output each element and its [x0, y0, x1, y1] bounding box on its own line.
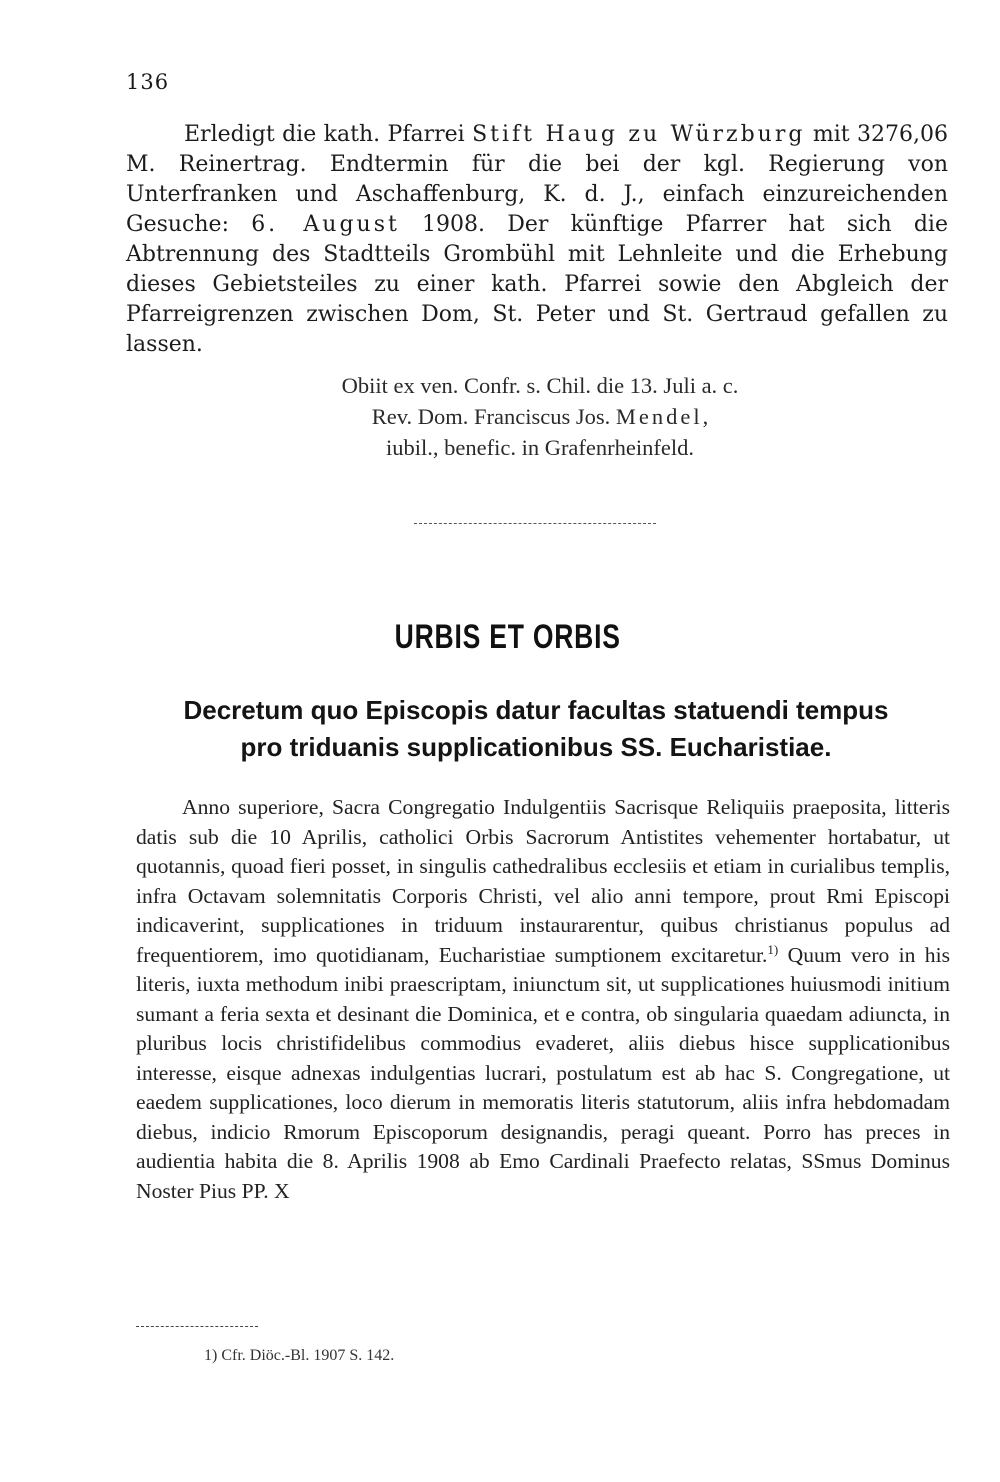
obituary-deceased-name: Mendel: [615, 404, 703, 429]
section-title: URBIS ET ORBIS: [394, 618, 621, 656]
decree-title-line-1: Decretum quo Episcopis datur facultas statuendi tempus: [183, 695, 889, 725]
parish-name-spaced: Stift Haug zu Würzburg: [472, 122, 806, 147]
notice-text-middle: mit 3276,06 M. Reinertrag. Endtermin für die bei der kgl. Regierung von Unterfranken und Aschaffenburg, K. d. J., einfach einzureichenden Gesuche:: [126, 122, 949, 237]
footnote-reference: 1): [767, 941, 779, 957]
decree-body-part-1: Anno superiore, Sacra Congregatio Indulgentiis Sacrisque Reliquiis praeposita, litteris datis sub die 10 Aprilis, catholici Orbis Sacrorum Antistites vehementer hortabatur, ut quotannis, quoad fieri posset, in singulis cathedralibus ecclesiis et etiam in curialibus templis, infra Octavam solemnitatis Corporis Christi, vel alio anni tempore, prout Rmi Episcopi indicaverint, supplicationes in triduum instaurarentur, quibus christianus populus ad frequentiorem, imo quotidianam, Eucharistiae sumptionem excitaretur.: [136, 795, 950, 967]
decree-body-part-2: Quum vero in his literis, iuxta methodum inibi praescriptam, iniunctum sit, ut supplicationes huiusmodi initium sumant a feria sexta et desinant die Dominica, et e contra, ob singularia quaedam adiuncta, in pluribus locis christifidelibus commodius evaderet, aliis diebus hisce supplicationibus interesse, eisque adnexas indulgentias lucrari, postulatum est ab hac S. Congregatione, ut eaedem supplicationes, loco dierum in memoratis literis statutorum, aliis infra hebdomadam diebus, indicio Rmorum Episcoporum designandis, peragi queant. Porro has preces in audientia habita die 8. Aprilis 1908 ab Emo Cardinali Praefecto relatas, SSmus Dominus Noster Pius PP. X: [136, 942, 950, 1203]
obituary-line-3: iubil., benefic. in Grafenrheinfeld.: [385, 435, 694, 460]
obituary-line-1: Obiit ex ven. Confr. s. Chil. die 13. Juli a. c.: [341, 373, 739, 398]
page-number: 136: [126, 70, 170, 94]
notice-text-before: Erledigt die kath. Pfarrei: [184, 122, 473, 147]
footnote: 1) Cfr. Diöc.-Bl. 1907 S. 142.: [204, 1347, 395, 1364]
decree-body: [136, 793, 950, 1206]
deadline-spaced: 6. August: [251, 212, 400, 237]
notice-text-after: 1908. Der künftige Pfarrer hat sich die Abtrennung des Stadtteils Grombühl mit Lehnleite und die Erhebung dieses Gebietsteiles zu einer kath. Pfarrei sowie den Abgleich der Pfarreigrenzen zwischen Dom, St. Peter und St. Gertraud gefallen zu lassen.: [126, 212, 948, 357]
decree-title-line-2: pro triduanis supplicationibus SS. Eucharistiae.: [240, 732, 832, 762]
obituary-notice: [200, 370, 880, 463]
obituary-line-2-suffix: ,: [702, 404, 709, 429]
parish-vacancy-notice: [126, 120, 948, 360]
section-separator: [414, 523, 656, 524]
decree-title: [120, 692, 952, 766]
obituary-line-2-prefix: Rev. Dom. Franciscus Jos.: [371, 404, 616, 429]
footnote-rule: [136, 1326, 258, 1327]
obituary-line-2: [200, 401, 880, 432]
